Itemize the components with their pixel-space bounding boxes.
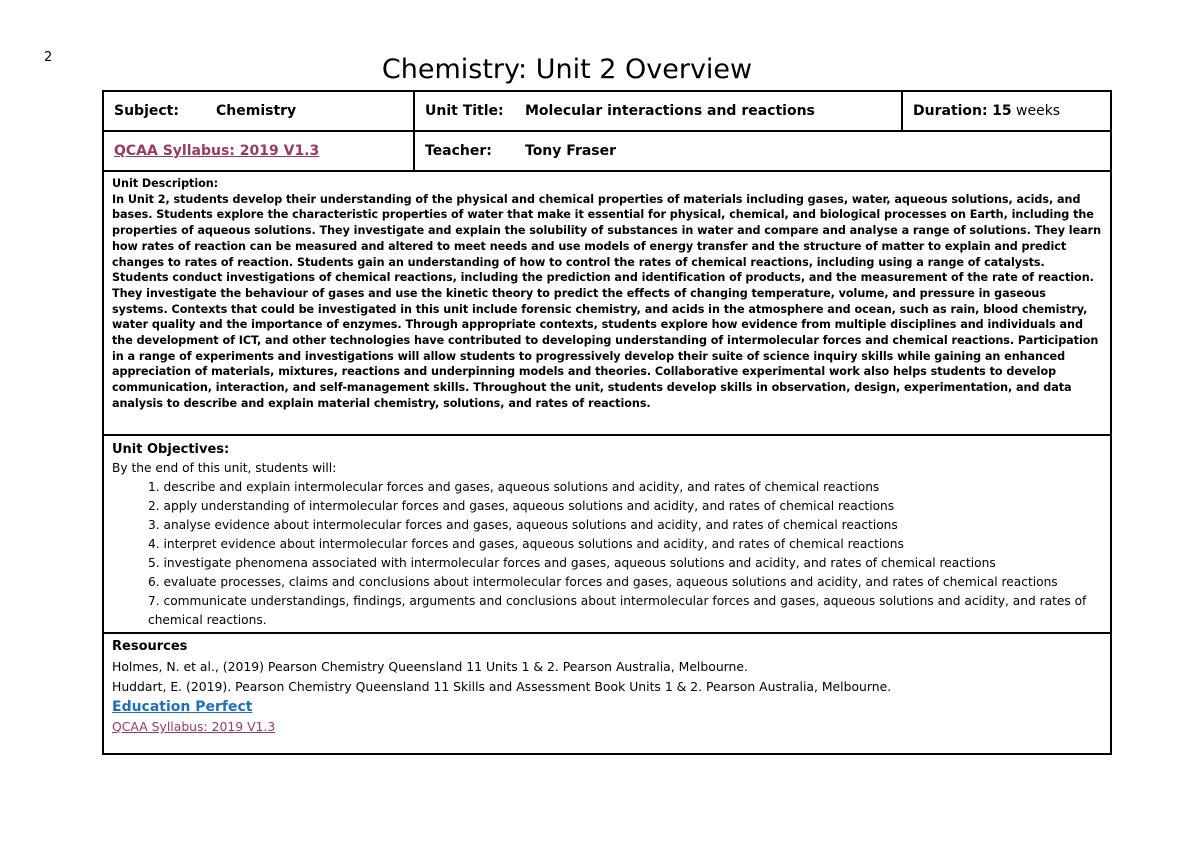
description-heading: Unit Description: [112,177,219,190]
objective-text: evaluate processes, claims and conclusions about intermolecular forces and gases, aqueous solutions and acidity, and rates of chemical reactions [163,575,1058,589]
education-perfect-link[interactable]: Education Perfect [112,699,253,715]
teacher-label: Teacher: [425,143,492,159]
resources [104,634,1110,753]
objectives-list [112,478,1102,630]
objectives-row [104,436,1110,634]
header-row-2 [104,132,1110,172]
objective-number: 5. [148,556,160,570]
resource-reference-1: Holmes, N. et al., (2019) Pearson Chemistry Queensland 11 Units 1 & 2. Pearson Australia, Melbourne. [112,659,748,674]
objective-text: apply understanding of intermolecular forces and gases, aqueous solutions and acidity, and rates of chemical reactions [163,499,895,513]
resources-syllabus-link[interactable]: QCAA Syllabus: 2019 V1.3 [112,719,276,734]
objective-number: 1. [148,480,160,494]
unit-overview-table [102,90,1112,755]
objective-item [112,573,1102,592]
syllabus-cell [104,132,413,170]
objective-item [112,497,1102,516]
duration-label: Duration: [913,103,988,119]
description-paragraph-2: Students conduct investigations of chemical reactions, including the prediction and identification of products, and the measurement of the rate of reaction. They investigate the behaviour of gases and use the kinetic theory to predict the effects of changing temperature, volume, and pressure in gaseous systems. Contexts that could be investigated in this unit include forensic chemistry, and acids in the atmosphere and ocean, such as rain, blood chemistry, water quality and the importance of enzymes. Through appropriate contexts, students explore how evidence from multiple disciplines and individuals and the development of ICT, and other technologies have contributed to developing understanding of intermolecular forces and chemical reactions. Participation in a range of experiments and investigations will allow students to progressively develop their suite of science inquiry skills while gaining an enhanced appreciation of materials, mixtures, reactions and underpinning models and theories. Collaborative experimental work also helps students to develop communication, interaction, and self-management skills. Throughout the unit, students develop skills in observation, design, experimentation, and data analysis to describe and explain material chemistry, solutions, and rates of reactions. [112,271,1099,410]
objective-number: 6. [148,575,160,589]
objective-text: describe and explain intermolecular forces and gases, aqueous solutions and acidity, and rates of chemical reactions [163,480,880,494]
duration-unit: weeks [1016,103,1061,119]
unit-description [104,172,1110,434]
header-row-1 [104,92,1110,132]
duration-value: 15 [992,103,1012,119]
objective-number: 4. [148,537,160,551]
objective-text: investigate phenomena associated with intermolecular forces and gases, aqueous solutions and acidity, and rates of chemical reactions [163,556,996,570]
subject-label: Subject: [114,103,179,119]
teacher-cell [413,132,1110,170]
objective-text: analyse evidence about intermolecular forces and gases, aqueous solutions and acidity, and rates of chemical reactions [163,518,898,532]
resources-heading: Resources [112,639,188,654]
objective-item [112,554,1102,573]
objective-item [112,516,1102,535]
objective-text: communicate understandings, findings, arguments and conclusions about intermolecular forces and gases, aqueous solutions and acidity, and rates of chemical reactions. [148,594,1087,627]
description-paragraph-1: In Unit 2, students develop their understanding of the physical and chemical properties of materials including gases, water, aqueous solutions, acids, and bases. Students explore the characteristic properties of water that make it essential for physical, chemical, and biological processes on Earth, including the properties of aqueous solutions. They investigate and explain the solubility of substances in water and compare and analyse a range of solutions. They learn how rates of reaction can be measured and altered to meet needs and use models of energy transfer and the structure of matter to explain and predict changes to rates of reaction. Students gain an understanding of how to control the rates of chemical reactions, including using a range of catalysts. [112,192,1101,269]
objective-text: interpret evidence about intermolecular forces and gases, aqueous solutions and acidity, and rates of chemical reactions [163,537,904,551]
syllabus-link[interactable]: QCAA Syllabus: 2019 V1.3 [114,143,320,159]
objective-item [112,535,1102,554]
resource-reference-2: Huddart, E. (2019). Pearson Chemistry Queensland 11 Skills and Assessment Book Units 1 & 2. Pearson Australia, Melbourne. [112,679,892,694]
objective-item [112,478,1102,497]
unit-title-value: Molecular interactions and reactions [525,103,815,119]
objective-item [112,592,1102,630]
page-title: Chemistry: Unit 2 Overview [381,54,753,85]
objectives-intro: By the end of this unit, students will: [112,461,337,475]
page-number: 2 [44,50,53,65]
unit-objectives [104,436,1110,632]
unit-title-label: Unit Title: [425,103,504,119]
subject-cell [104,92,413,130]
duration-cell [901,92,1110,130]
unit-title-cell [413,92,901,130]
objectives-heading: Unit Objectives: [112,442,230,457]
objective-number: 2. [148,499,160,513]
objective-number: 7. [148,594,160,608]
description-row [104,172,1110,436]
subject-value: Chemistry [216,103,297,119]
teacher-value: Tony Fraser [525,143,617,159]
objective-number: 3. [148,518,160,532]
resources-row [104,634,1110,753]
